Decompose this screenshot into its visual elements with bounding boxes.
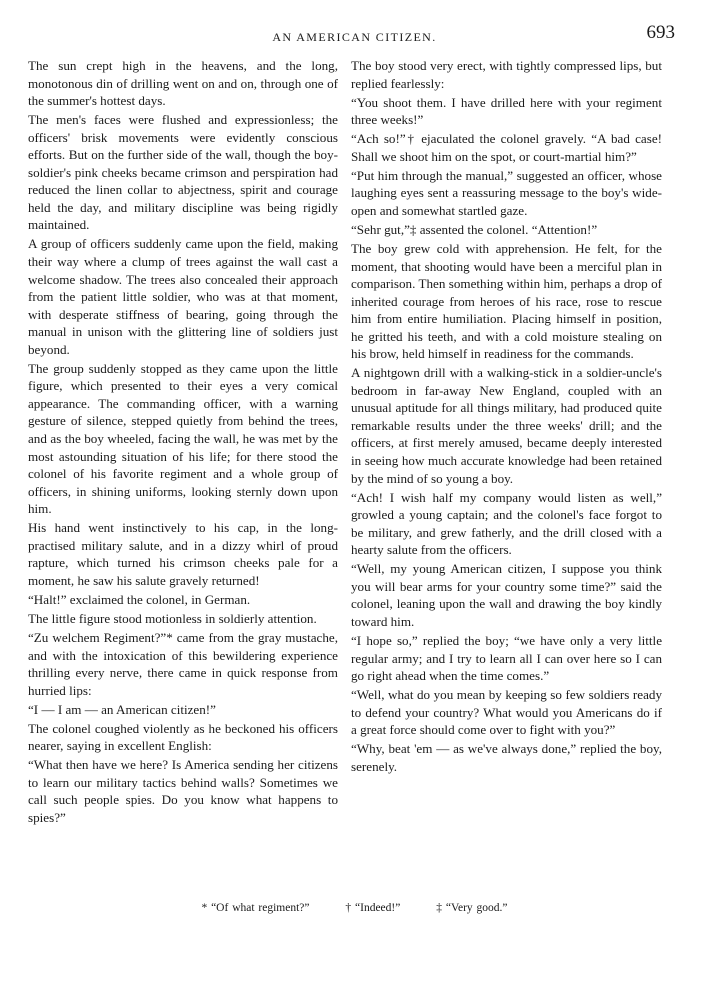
paragraph: “I hope so,” replied the boy; “we have only a very little regular army; and I try to learn all I can over here so I can go right ahead when the time comes.” <box>351 633 662 684</box>
left-column <box>28 57 338 828</box>
paragraph: The little figure stood motionless in soldierly attention. <box>28 610 317 626</box>
paragraph: The sun crept high in the heavens, and the long, monotonous din of drilling went on and on, through one of the summer's hottest days. <box>28 58 338 109</box>
paragraph: A group of officers suddenly came upon the field, making their way where a clump of trees against the wall cast a welcome shadow. The trees also concealed their approach from the patient little soldier, who was at that moment, with desperate stiffness of bearing, going through the manual in unison with the glittering line of soldiers just beyond. <box>28 236 338 357</box>
paragraph: The colonel coughed violently as he beckoned his officers nearer, saying in excellent English: <box>28 720 338 754</box>
page-number: 693 <box>646 22 675 43</box>
paragraph: The boy stood very erect, with tightly compressed lips, but replied fearlessly: <box>351 58 662 91</box>
paragraph: His hand went instinctively to his cap, in the long-practised military salute, and in a dizzy whirl of proud rapture, which turned his crimson cheeks pale for a moment, he saw his salute gravely returned! <box>28 520 338 588</box>
paragraph: “Ach so!”† ejaculated the colonel gravely. “A bad case! Shall we shoot him on the spot, or court-martial him?” <box>351 131 662 164</box>
footnote: ‡ “Very good.” <box>436 902 508 914</box>
page-header <box>0 20 709 46</box>
paragraph: “Sehr gut,”‡ assented the colonel. “Attention!” <box>351 221 598 237</box>
right-column <box>351 57 662 777</box>
footnote: † “Indeed!” <box>345 902 401 914</box>
paragraph: The group suddenly stopped as they came upon the little figure, which presented to their eyes a very comical appearance. The commanding officer, with a warning gesture of silence, stepped quietly from behind the trees, and as the boy wheeled, facing the wall, he was met by the most astounding situation of his life; for there stood the colonel of his favorite regiment and a whole group of officers, in shining uniforms, looking sternly down upon him. <box>28 360 338 517</box>
footnotes <box>0 902 709 914</box>
paragraph: “Put him through the manual,” suggested an officer, whose laughing eyes sent a reassuring message to the boy's wide-open and somewhat startled gaze. <box>351 167 662 218</box>
paragraph: “Why, beat 'em — as we've always done,” replied the boy, serenely. <box>351 741 662 774</box>
paragraph: A nightgown drill with a walking-stick in a soldier-uncle's bedroom in far-away New England, coupled with an unusual aptitude for all things military, had produced quite remarkable results under the three weeks' drill; and the officers, at first merely amused, became deeply interested in seeing how much accurate knowledge had been retained by the mind of so young a boy. <box>351 365 662 486</box>
running-head: AN AMERICAN CITIZEN. <box>272 30 437 44</box>
footnote: * “Of what regiment?” <box>201 902 310 914</box>
paragraph: The boy grew cold with apprehension. He felt, for the moment, that shooting would have been a merciful plan in comparison. Then something within him, perhaps a drop of inherited courage from heroes of his race, rose to rescue him from entire humiliation. Placing himself in position, he gritted his teeth, and with a cold moisture stealing on his brow, held himself in readiness for the commands. <box>351 240 662 362</box>
paragraph: “Zu welchem Regiment?”* came from the gray mustache, and with the intoxication of this bewildering experience thrilling every nerve, there came in quick response from hurried lips: <box>28 630 338 698</box>
paragraph: “You shoot them. I have drilled here with your regiment three weeks!” <box>351 94 662 128</box>
paragraph: “Halt!” exclaimed the colonel, in German. <box>28 591 251 607</box>
paragraph: “Ach! I wish half my company would listen as well,” growled a young captain; and the colonel's face forgot to be military, and grew fatherly, and the drill closed with a hearty salute from the officers. <box>351 489 662 558</box>
paragraph: “Well, what do you mean by keeping so few soldiers ready to defend your country? What would you Americans do if a great force should come over to fight with you?” <box>351 687 662 738</box>
paragraph: The men's faces were flushed and expressionless; the officers' brisk movements were evidently conscious efforts. But on the further side of the wall, though the boy-soldier's pink cheeks became crimson and perspiration had reduced the linen collar to abjectness, spirit and courage held the day, and military discipline was being rigidly maintained. <box>28 112 338 233</box>
paragraph: “Well, my young American citizen, I suppose you think you will bear arms for your country some time?” said the colonel, leaning upon the wall and drawing the boy kindly toward him. <box>351 561 662 629</box>
paragraph: “What then have we here? Is America sending her citizens to learn our military tactics behind walls? Sometimes we call such people spies. Do you know what happens to spies?” <box>28 757 338 825</box>
paragraph: “I — I am — an American citizen!” <box>28 701 216 717</box>
